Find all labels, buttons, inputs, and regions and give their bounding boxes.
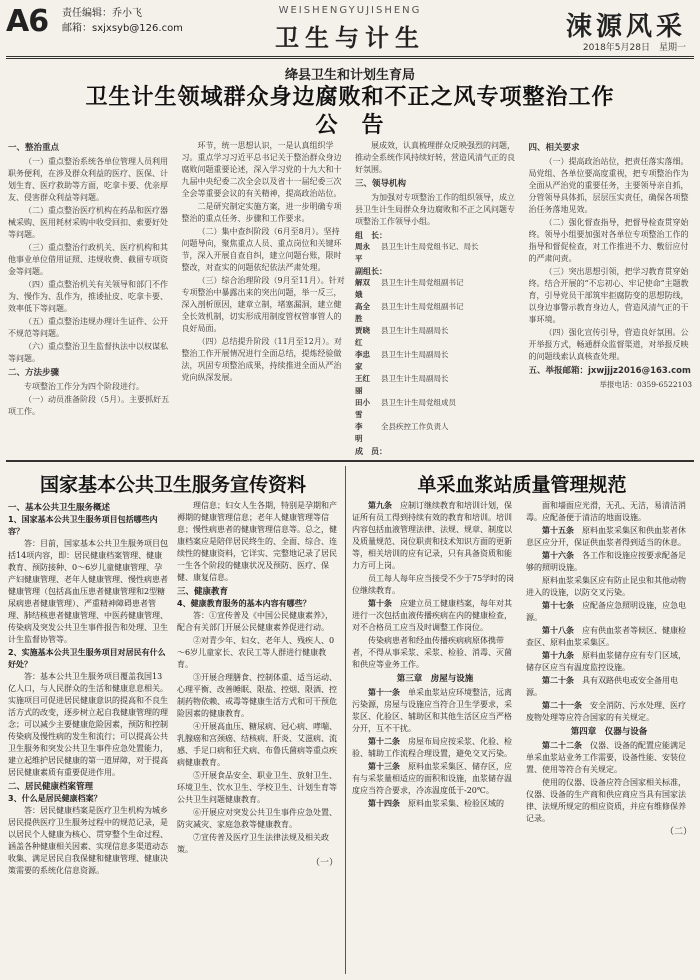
clause-number: 第九条 — [368, 501, 400, 510]
editor-name: 责任编辑：乔小飞 — [62, 8, 142, 19]
member-name: 周永平 — [355, 242, 370, 263]
continuation-mark: （二） — [664, 827, 692, 837]
leader-list — [355, 241, 519, 265]
paragraph: （四）总结提升阶段（11月至12月）。对整治工作开展情况进行全面总结，提炼经验做法，巩固专项整治成果，持续推进全面从严治党向纵深发展。 — [181, 337, 342, 382]
article-clause — [526, 600, 692, 624]
section-heading: 四、相关要求 — [528, 143, 580, 153]
bottom-left-column-2 — [177, 500, 338, 972]
bottom-right-body — [352, 500, 692, 972]
paragraph: （五）重点整治违规办理计生证件、公开不规范等问题。 — [8, 317, 168, 338]
article-column-3 — [355, 140, 519, 455]
paragraph: 使用的仪器、设备应符合国家相关标准，仪器、设备的生产商和供应商应当具有国家法律、法规所规定的相应资质，并应有维修保养记录。 — [526, 778, 686, 823]
paper-name: 涑源风采 — [565, 12, 686, 42]
page-number: A6 — [6, 4, 49, 39]
clause-number: 第十二条 — [368, 737, 408, 746]
clause-number: 第十四条 — [368, 799, 408, 808]
clause-number: 第十九条 — [542, 651, 582, 660]
member-post: 县卫生计生局党组成员 — [381, 398, 456, 407]
article-clause — [526, 550, 692, 574]
clause-text: 原料血浆采集区、储存区，应有与采浆量相适应的面积和设施，血浆储存温度应当符合要求，冷冻温度低于-20℃。 — [352, 762, 512, 795]
member-row — [355, 373, 519, 397]
article-clause — [526, 700, 692, 724]
article-clause — [352, 598, 518, 634]
paragraph: ③开展合理膳食、控制体重、适当运动、心理平衡、改善睡眠、限盐、控烟、限酒、控制药物依赖、戒毒等健康生活方式和可干预危险因素的健康教育。 — [177, 673, 337, 718]
member-row — [355, 301, 519, 325]
paragraph: 员工每人每年应当接受不少于75学时的岗位继续教育。 — [352, 574, 515, 595]
paragraph: （三）综合治理阶段（9月至11月）。针对专项整治中暴露出来的突出问题，举一反三，深入剖析原因，建章立制，堵塞漏洞，建立健全长效机制，切实形成用制度管权管事管人的良好局面。 — [181, 276, 345, 333]
paragraph: 答：目前，国家基本公共卫生服务项目包括14项内容，即：居民健康档案管理、健康教育、预防接种、0～6岁儿童健康管理、孕产妇健康管理、老年人健康管理、慢性病患者健康管理（包括高血压患者健康管理和2型糖尿病患者健康管理）、严重精神障碍患者管理、肺结核患者健康管理、中医药健康管理、传染病及突发公共卫生事件报告和处理、卫生计生监督协管等。 — [8, 539, 168, 644]
article-column-1 — [8, 140, 172, 455]
article-clause — [352, 736, 518, 760]
article-clause — [526, 650, 692, 674]
column-separator — [345, 466, 346, 974]
member-name: 李 明 — [355, 422, 370, 443]
article-column-2 — [182, 140, 346, 455]
clause-text: 原料血浆储存应有专门区域，储存区应当有温度监控设施。 — [526, 651, 686, 672]
chapter-heading: 第四章 仪器与设备 — [570, 727, 648, 737]
section-title: 卫生与计生 — [275, 23, 425, 52]
article-body — [8, 140, 692, 455]
article-clause — [526, 525, 692, 549]
clause-text: 房屋布局应按采浆、化验、检验、辅助工作流程合理设置，避免交叉污染。 — [352, 737, 512, 758]
report-email: 五、举报邮箱：jxwjjjz2016@163.com — [528, 366, 691, 376]
headline-line-2: 公 告 — [315, 113, 385, 138]
paragraph: 原料血浆采集区应有防止昆虫和其他动物进入的设施，以防交叉污染。 — [526, 576, 686, 597]
paragraph: 理信息；妇女人生各期，特别是孕期和产褥期的健康管理信息；老年人健康管理等信息；慢性病患者的健康管理信息等。总之，健康档案应是陪伴居民终生的、全面、综合、连续性的健康资料，它详实、完整地记录了居民一生各个阶段的健康状况及预防、医疗、保健、康复信息。 — [177, 501, 337, 582]
member-name: 田小雪 — [355, 398, 370, 419]
section-heading: 二、方法步骤 — [8, 368, 60, 378]
bottom-left-title: 国家基本公共卫生服务宣传资料 — [39, 474, 306, 496]
role-label: 副组长： — [355, 266, 387, 276]
article-headline — [0, 84, 700, 140]
member-post: 县卫生计生局副局长 — [381, 326, 449, 335]
member-name: 贾晓红 — [355, 326, 370, 347]
clause-text: 应配备应急照明设施，应急电源。 — [526, 601, 686, 622]
member-row — [355, 397, 519, 421]
paragraph: （三）突出思想引领，把学习教育贯穿始终。结合开展的“不忘初心、牢记使命”主题教育，引导党员干部筑牢拒腐防变的思想防线，以身边事警示教育身边人，营造风清气正的干事环境。 — [528, 267, 689, 324]
paragraph: （四）强化宣传引导，营造良好氛围。公开举报方式，畅通群众监督渠道，对举报反映的问题线索认真核查处理。 — [528, 328, 689, 361]
clause-number: 第十五条 — [542, 526, 582, 535]
section-pinyin: WEISHENGYUJISHENG — [278, 5, 422, 16]
clause-number: 第十一条 — [368, 688, 408, 697]
role-label: 成 员： — [355, 446, 387, 455]
clause-text: 单采血浆站应环境整洁，远离污染源，房屋与设施应当符合卫生学要求，采浆区、化验区、辅助区和其他生活区应当严格分开，互不干扰。 — [352, 688, 512, 733]
paragraph: 答：基本公共卫生服务项目覆盖我国13亿人口，与人民群众的生活和健康息息相关。实施项目可促进居民健康意识的提高和不良生活方式的改变，逐步树立起自我健康管理的理念；可以减少主要健康危险因素，预防和控制传染病及慢性病的发生和流行；可以提高公共卫生服务和突发公共卫生事件应急处置能力，建立起维护居民健康的第一道屏障，对于提高居民健康素质有重要促进作用。 — [8, 672, 168, 777]
member-name: 李忠家 — [355, 350, 370, 371]
clause-text: 具有双路供电或安全备用电源。 — [526, 676, 678, 697]
question-heading: 4、健康教育服务的基本内容有哪些？ — [177, 599, 311, 608]
paragraph: 面和墙面应光滑，无孔、无洁，易清洁消毒。应配备便于清洁的地面设施。 — [526, 501, 686, 522]
section-heading: 三、健康教育 — [177, 587, 229, 597]
question-heading: 2、实施基本公共卫生服务项目对居民有什么好处？ — [8, 648, 166, 669]
section-heading: 一、基本公共卫生服务概述 — [8, 503, 111, 513]
section-heading: 二、居民健康档案管理 — [8, 782, 94, 792]
paragraph: ⑤开展食品安全、职业卫生、放射卫生、环境卫生、饮水卫生、学校卫生、计划生育等公共卫生问题健康教育。 — [177, 771, 337, 804]
member-post: 县卫生计生局副局长 — [381, 374, 449, 383]
member-row — [355, 349, 519, 373]
question-heading: 3、什么是居民健康档案？ — [8, 794, 102, 803]
article-clause — [352, 798, 518, 810]
paragraph: 二是研究制定实施方案，进一步明确专项整治的重点任务、步骤和工作要求。 — [181, 202, 342, 223]
member-post: 县卫生计生局党组书记、局长 — [381, 242, 479, 251]
paragraph: 展成效，认真梳理群众反映强烈的问题，推动全系统作风持续好转，营造风清气正的良好氛围。 — [355, 141, 515, 174]
section-heading: 三、领导机构 — [355, 179, 407, 189]
clause-number: 第二十条 — [542, 676, 582, 685]
clause-text: 原料血浆采集、检验区域的 — [408, 799, 504, 808]
masthead-rule — [6, 56, 694, 59]
clause-text: 安全消防、污水处理、医疗废物处理等应符合国家的有关规定。 — [526, 701, 686, 722]
paragraph: 专项整治工作分为四个阶段进行。 — [24, 382, 144, 391]
member-post: 全县疾控工作负责人 — [381, 422, 449, 431]
bottom-right-title: 单采血浆站质量管理规范 — [417, 474, 627, 496]
member-post: 县卫生计生局党组副书记 — [381, 278, 464, 287]
paragraph: （一）动员准备阶段（5月）。主要抓好五项工作。 — [8, 395, 170, 416]
deputy-list — [355, 277, 519, 445]
clause-text: 应制订继续教育和培训计划，保证所有员工得到持续有效的教育和培训。培训内容包括血液管理法律、法规、规章、制度以及质量规范、岗位职责和技术知识方面的更新等，相关培训的应有记录，只有具备资质和能力方可上岗。 — [352, 501, 512, 570]
member-row — [355, 241, 519, 265]
section-heading: 一、整治重点 — [8, 143, 60, 153]
paragraph: （六）重点整治卫生监督执法中以权谋私等问题。 — [8, 342, 168, 363]
article-clause — [526, 740, 692, 776]
bottom-left-body — [8, 500, 338, 972]
article-column-4 — [529, 140, 693, 455]
paragraph: （三）重点整治行政机关、医疗机构和其他事业单位借用证照、违规收费、截留专项资金等问题。 — [8, 243, 168, 276]
clause-text: 各工作和设施应按要求配备足够的照明设施。 — [526, 551, 686, 572]
chapter-heading: 第三章 房屋与设施 — [396, 674, 474, 684]
clause-number: 第二十二条 — [542, 741, 590, 750]
paragraph: ⑥开展应对突发公共卫生事件应急处置、防灾减灾、家庭急救等健康教育。 — [177, 808, 337, 829]
clause-text: 应有供血浆者等候区、健康检查区、原料血浆采集区。 — [526, 626, 686, 647]
paragraph: （二）重点整治医疗机构在药品和医疗器械采购、医用耗材采购中收受回扣、索要好处等问题。 — [8, 206, 168, 239]
paragraph: 环节，统一思想认识，一是认真组织学习。重点学习习近平总书记关于整治群众身边腐败问题重要论述，深入学习党的十九大和十九届中央纪委二次全会以及省十一届纪委三次全会等重要会议的有关精神，提高政治站位。 — [181, 141, 342, 198]
masthead — [0, 0, 700, 58]
paragraph: ②对青少年、妇女、老年人、残疾人、0～6岁儿童家长、农民工等人群进行健康教育。 — [177, 636, 335, 669]
section-divider — [6, 460, 694, 462]
article-clause — [352, 500, 518, 572]
clause-number: 第十七条 — [542, 601, 582, 610]
member-name: 高全胜 — [355, 302, 370, 323]
continuation-mark: （一） — [310, 858, 338, 868]
bottom-right-column-1 — [352, 500, 518, 972]
article-kicker: 绛县卫生和计划生育局 — [284, 68, 415, 83]
paragraph: （一）提高政治站位，把责任落实落细。局党组、各单位要高度重视，把专项整治作为全面从严治党的重要任务，主要领导亲自抓，分管领导具体抓，层层压实责任，确保各项整治任务落地见效。 — [528, 157, 689, 214]
member-row — [355, 325, 519, 349]
clause-number: 第十六条 — [542, 551, 582, 560]
member-post: 县卫生计生局副局长 — [381, 350, 449, 359]
role-label: 组 长： — [355, 230, 387, 240]
report-phone: 举报电话：0359-6522103 — [599, 380, 692, 389]
bottom-left-column-1 — [8, 500, 169, 972]
paragraph: 为加强对专项整治工作的组织领导，成立县卫生计生局群众身边腐败和不正之风问题专项整治工作领导小组。 — [355, 193, 515, 226]
article-clause — [352, 687, 518, 735]
paragraph: 答：居民健康档案是医疗卫生机构为城乡居民提供医疗卫生服务过程中的规范记录，是以居民个人健康为核心、贯穿整个生命过程、涵盖各种健康相关因素、实现信息多渠道动态收集、满足居民自我保健和健康管理、健康决策需要的系统化信息资源。 — [8, 806, 168, 875]
paragraph: ⑦宣传普及医疗卫生法律法规及相关政策。 — [177, 833, 329, 854]
editor-email: 邮箱：sxjxsyb@126.com — [62, 23, 183, 34]
paragraph: 答：①宣传普及《中国公民健康素养》，配合有关部门开展公民健康素养促进行动。 — [177, 611, 333, 632]
article-clause — [526, 625, 692, 649]
article-clause — [352, 761, 518, 797]
member-name: 王红丽 — [355, 374, 370, 395]
member-row — [355, 421, 519, 445]
paragraph: （二）集中查纠阶段（6月至8月）。坚持问题导向，聚焦重点人员、重点岗位和关键环节，深入开展自查自纠，建立问题台账，限时整改，对查实的问题依纪依法严肃处理。 — [181, 227, 342, 272]
clause-number: 第十八条 — [542, 626, 582, 635]
member-post: 县卫生计生局党组副书记 — [381, 302, 464, 311]
clause-number: 第十三条 — [368, 762, 408, 771]
bottom-right-column-2 — [526, 500, 692, 972]
paragraph: 传染病患者和经血传播疾病病原体携带者，不得从事采浆、采浆、检验、消毒、灭菌和供应等业务工作。 — [352, 636, 512, 669]
clause-text: 原料血浆采集区和供血浆者休息区应分开，保证供血浆者得到适当的休息。 — [526, 526, 686, 547]
paragraph: （四）重点整治机关有关领导和部门不作为、慢作为、乱作为，推诿扯皮、吃拿卡要、效率低下等问题。 — [8, 280, 168, 313]
member-name: 解双娥 — [355, 278, 370, 299]
issue-date: 2018年5月28日 星期一 — [582, 43, 686, 53]
clause-number: 第十条 — [368, 599, 400, 608]
member-row — [355, 277, 519, 301]
paragraph: （二）强化督查指导，把督导检查贯穿始终。领导小组要加强对各单位专项整治工作的指导和督促检查，对工作推进不力、敷衍应付的严肃问责。 — [528, 218, 689, 263]
paragraph: （一）重点整治系统各单位管理人员利用职务便利，在涉及群众利益的医疗、医保、计划生育、医疗救助等方面，吃拿卡要、优亲厚友、侵害群众利益等问题。 — [8, 157, 168, 202]
clause-text: 仪器、设备的配置应能满足单采血浆站业务工作需要，设备性能、安装位置、使用等符合有关规定。 — [526, 741, 686, 774]
question-heading: 1、国家基本公共卫生服务项目包括哪些内容？ — [8, 515, 158, 536]
article-clause — [526, 675, 692, 699]
clause-text: 应建立员工健康档案，每年对其进行一次包括血液传播疾病在内的健康检查，对不合格员工应当及时调整工作岗位。 — [352, 599, 512, 632]
clause-number: 第二十一条 — [542, 701, 590, 710]
headline-line-1: 卫生计生领域群众身边腐败和不正之风专项整治工作 — [85, 85, 615, 110]
paragraph: ④开展高血压、糖尿病、冠心病、哮喘、乳腺癌和宫颈癌、结核病、肝炎、艾滋病、流感、手足口病和狂犬病、布鲁氏菌病等重点疾病健康教育。 — [177, 722, 337, 767]
